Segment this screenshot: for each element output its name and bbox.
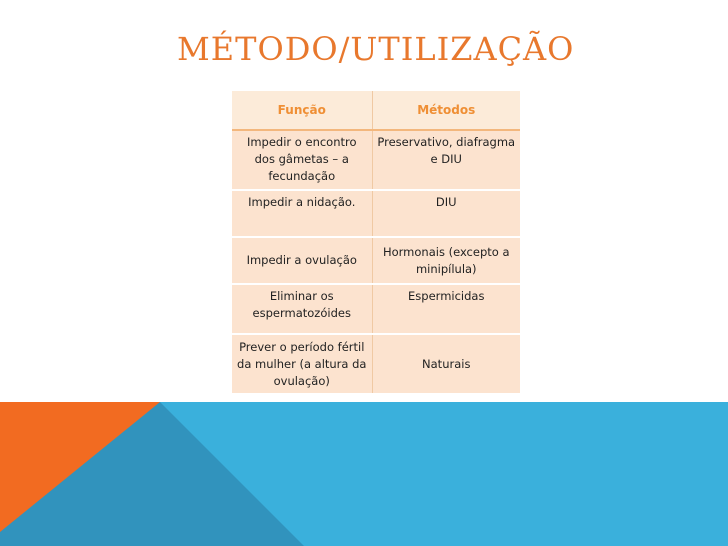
table-row [232, 190, 520, 237]
methods-table [232, 91, 520, 395]
funcao-cell: Impedir o encontro dos gâmetas – a fecundação [232, 130, 372, 190]
metodos-cell: DIU [372, 190, 520, 237]
header-metodos: Métodos [372, 91, 520, 130]
table-header-row [232, 91, 520, 130]
funcao-cell: Prever o período fértil da mulher (a altura da ovulação) [232, 334, 372, 394]
slide-title: MÉTODO/UTILIZAÇÃO [177, 30, 575, 68]
funcao-cell: Eliminar os espermatozóides [232, 284, 372, 334]
funcao-cell: Impedir a ovulação [232, 237, 372, 284]
metodos-cell: Espermicidas [372, 284, 520, 334]
table-row [232, 130, 520, 190]
metodos-cell: Preservativo, diafragma e DIU [372, 130, 520, 190]
table-row [232, 284, 520, 334]
table-row [232, 237, 520, 284]
metodos-cell: Hormonais (excepto a minipílula) [372, 237, 520, 284]
table-row [232, 334, 520, 394]
metodos-cell: Naturais [372, 334, 520, 394]
header-funcao: Função [232, 91, 372, 130]
decorative-footer-shapes [0, 402, 728, 546]
funcao-cell: Impedir a nidação. [232, 190, 372, 237]
